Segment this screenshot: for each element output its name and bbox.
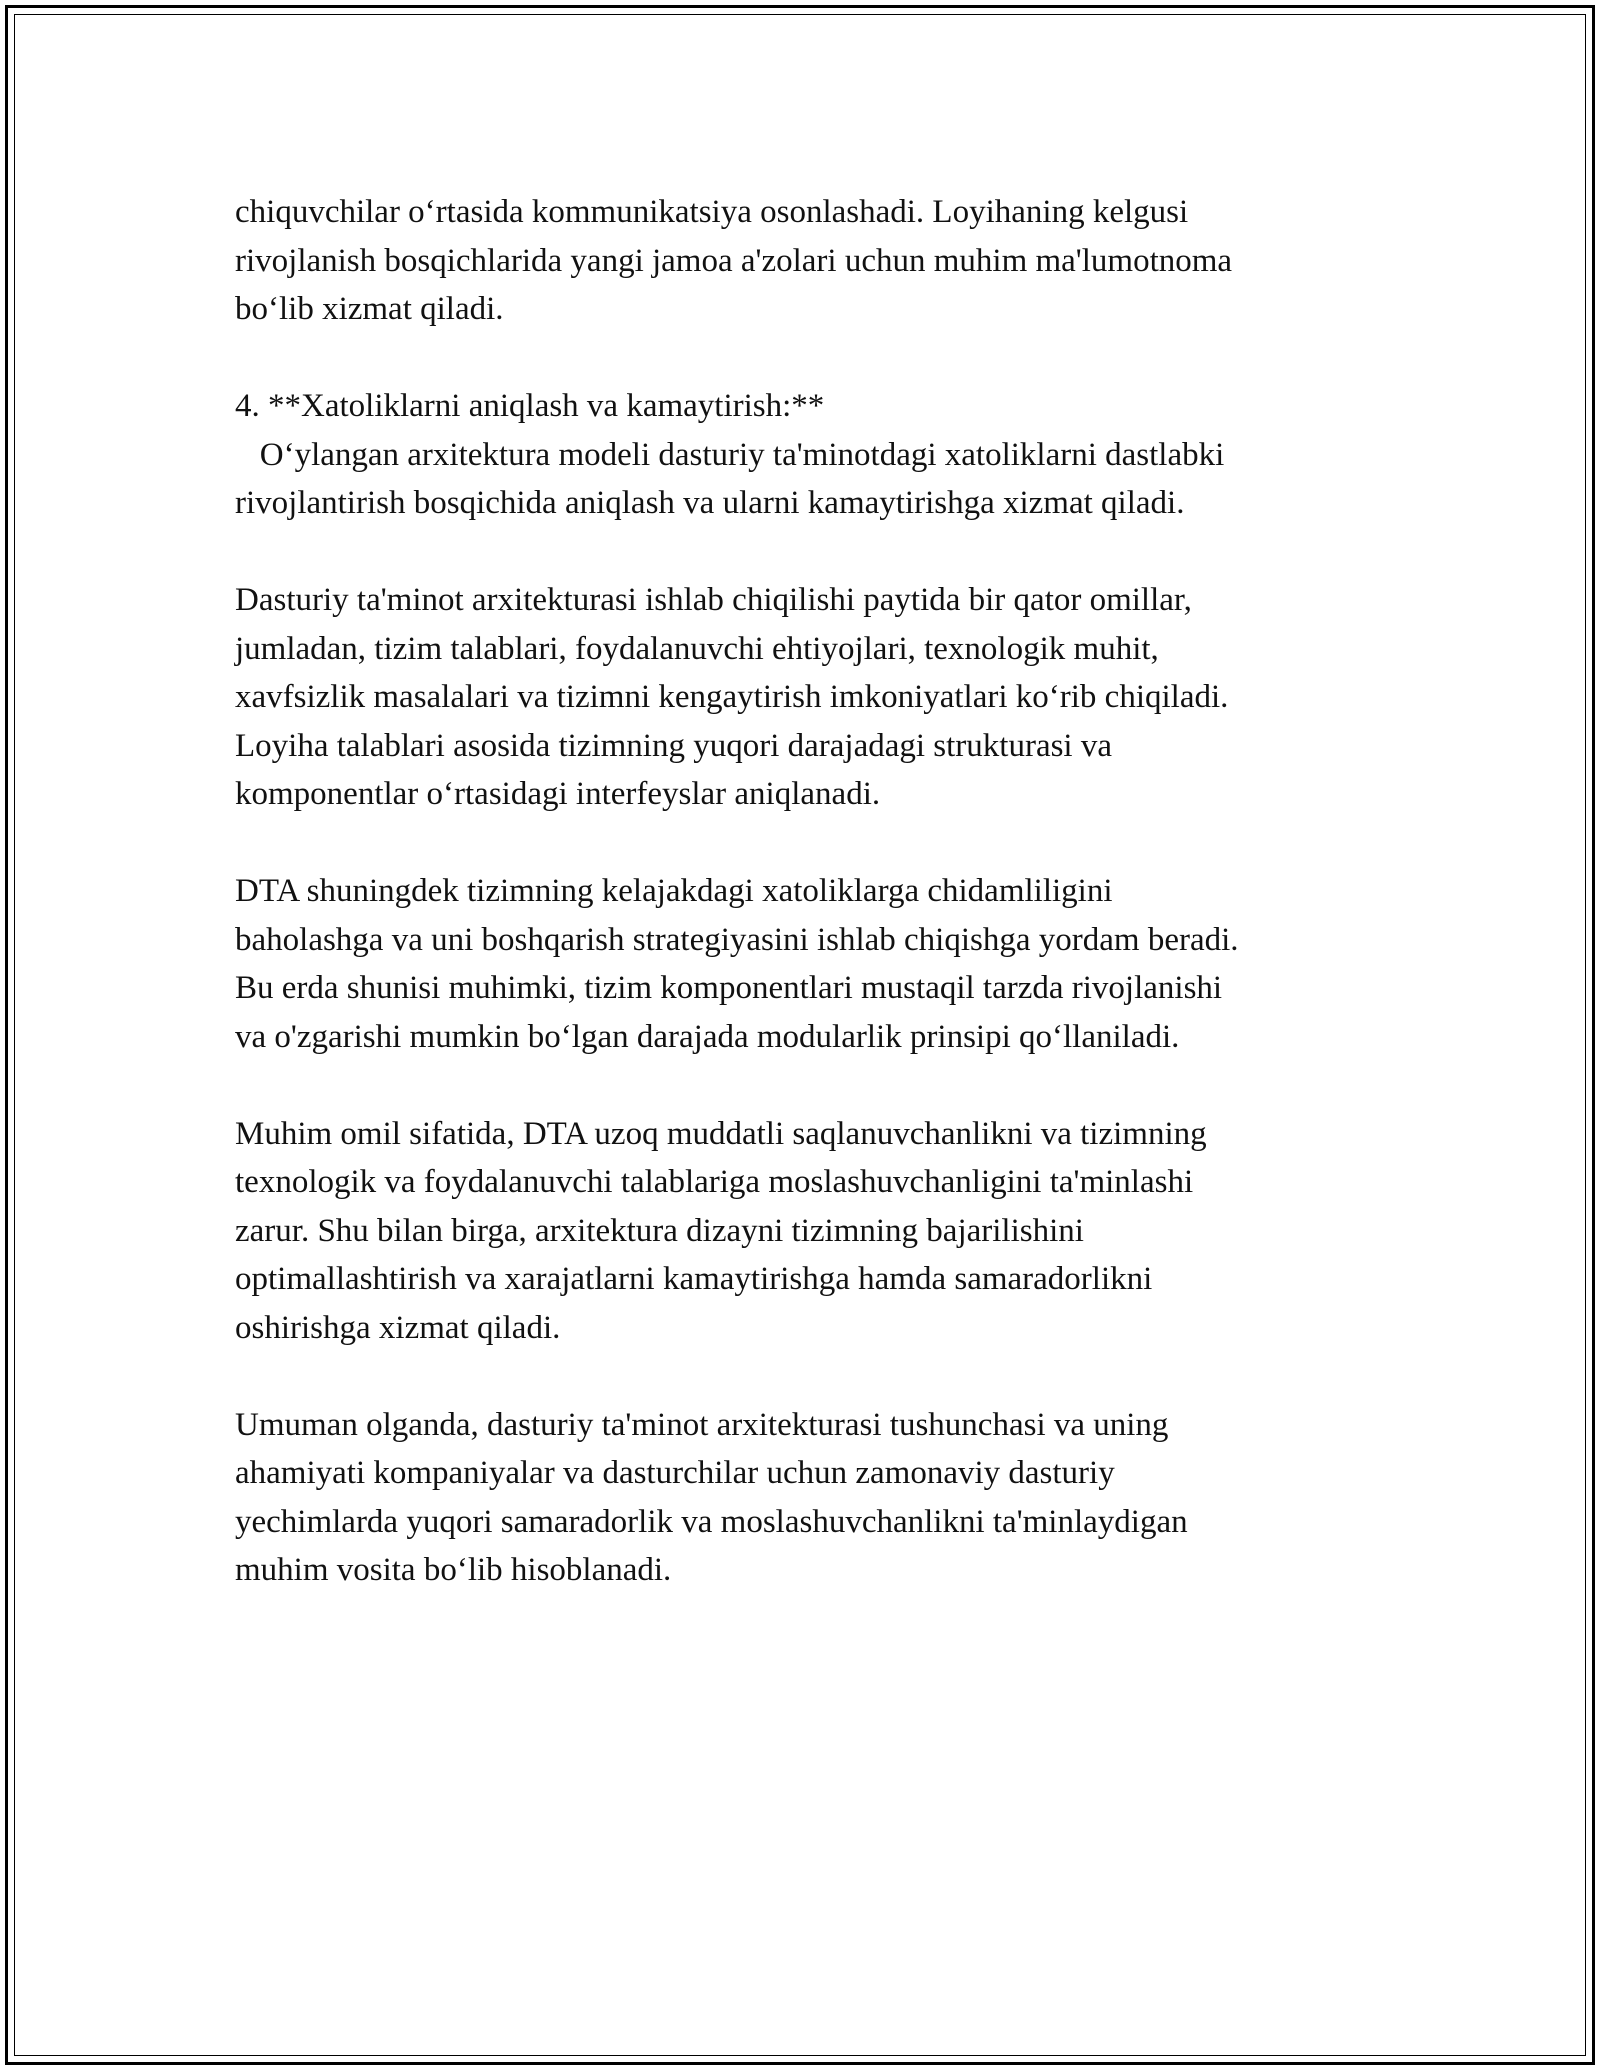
- text-line: chiquvchilar o‘rtasida kommunikatsiya osonlashadi. Loyihaning kelgusi: [235, 194, 1189, 230]
- text-line: muhim vosita bo‘lib hisoblanadi.: [235, 1552, 672, 1588]
- paragraph-gap: [235, 334, 1375, 383]
- text-line: oshirishga xizmat qiladi.: [235, 1309, 561, 1346]
- paragraph: [235, 1401, 1375, 1595]
- text-line: texnologik va foydalanuvchi talablariga moslashuvchanligini ta'minlashi: [235, 1164, 1194, 1200]
- paragraph: [235, 1110, 1375, 1353]
- paragraph: [235, 382, 1375, 528]
- paragraph-gap: [235, 528, 1375, 577]
- text-line: zarur. Shu bilan birga, arxitektura dizayni tizimning bajarilishini: [235, 1212, 1084, 1249]
- text-line: rivojlanish bosqichlarida yangi jamoa a'zolari uchun muhim ma'lumotnoma: [235, 242, 1233, 279]
- document-body: [235, 188, 1375, 1595]
- text-line: optimallashtirish va xarajatlarni kamaytirishga hamda samaradorlikni: [235, 1261, 1153, 1297]
- text-line: ahamiyati kompaniyalar va dasturchilar uchun zamonaviy dasturiy: [235, 1455, 1115, 1491]
- paragraph: [235, 867, 1375, 1061]
- text-line: DTA shuningdek tizimning kelajakdagi xatoliklarga chidamliligini: [235, 873, 1113, 909]
- text-line: xavfsizlik masalalari va tizimni kengaytirish imkoniyatlari ko‘rib chiqiladi.: [235, 679, 1229, 715]
- text-line: jumladan, tizim talablari, foydalanuvchi ehtiyojlari, texnologik muhit,: [235, 630, 1159, 667]
- text-line: va o'zgarishi mumkin bo‘lgan darajada modularlik prinsipi qo‘llaniladi.: [235, 1018, 1180, 1055]
- text-line: yechimlarda yuqori samaradorlik va moslashuvchanlikni ta'minlaydigan: [235, 1503, 1188, 1540]
- paragraph-gap: [235, 819, 1375, 868]
- text-line: Umuman olganda, dasturiy ta'minot arxitekturasi tushunchasi va uning: [235, 1406, 1169, 1443]
- text-line: Dasturiy ta'minot arxitekturasi ishlab chiqilishi paytida bir qator omillar,: [235, 582, 1192, 618]
- paragraph-gap: [235, 1061, 1375, 1110]
- text-line: rivojlantirish bosqichida aniqlash va ularni kamaytirishga xizmat qiladi.: [235, 485, 1185, 521]
- paragraph-gap: [235, 1352, 1375, 1401]
- list-item-heading: 4. **Xatoliklarni aniqlash va kamaytirish:**: [235, 388, 825, 424]
- text-line: Bu erda shunisi muhimki, tizim komponentlari mustaqil tarzda rivojlanishi: [235, 970, 1223, 1006]
- text-line: komponentlar o‘rtasidagi interfeyslar aniqlanadi.: [235, 776, 881, 812]
- paragraph: [235, 188, 1375, 334]
- text-line: Loyiha talablari asosida tizimning yuqori darajadagi strukturasi va: [235, 727, 1112, 764]
- text-line: O‘ylangan arxitektura modeli dasturiy ta'minotdagi xatoliklarni dastlabki: [235, 436, 1225, 473]
- paragraph: [235, 576, 1375, 819]
- text-line: baholashga va uni boshqarish strategiyasini ishlab chiqishga yordam beradi.: [235, 921, 1239, 958]
- text-line: Muhim omil sifatida, DTA uzoq muddatli saqlanuvchanlikni va tizimning: [235, 1115, 1207, 1152]
- text-line: bo‘lib xizmat qiladi.: [235, 291, 504, 327]
